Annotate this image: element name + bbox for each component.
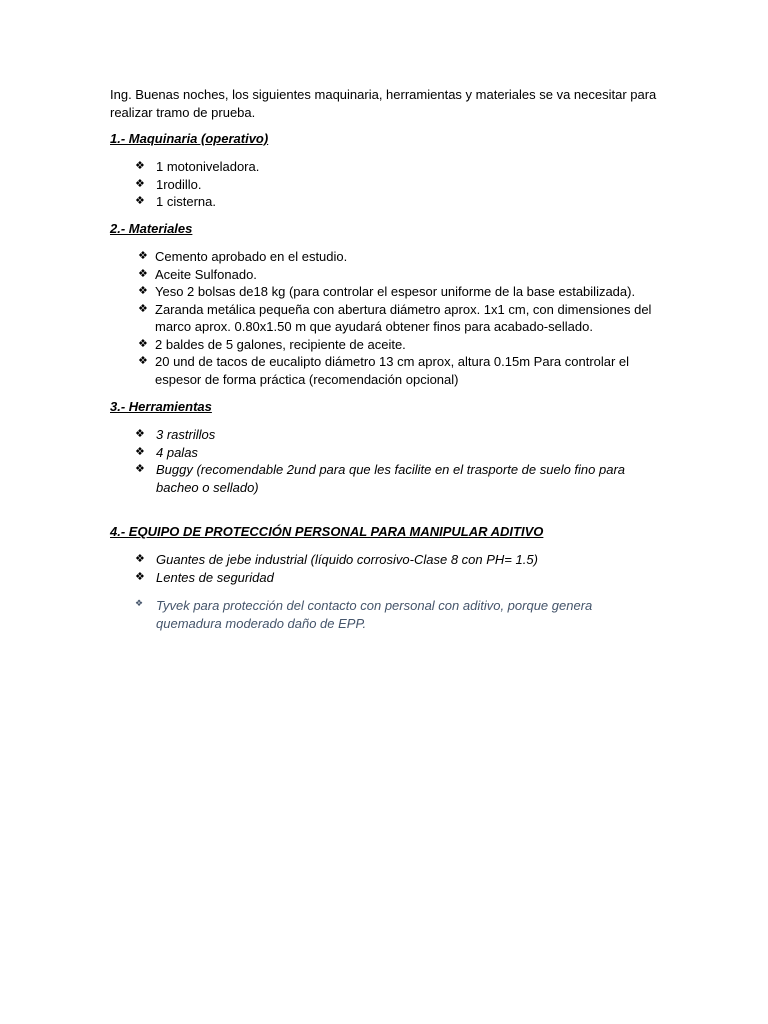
diamond-bullet-icon: ❖ — [138, 337, 148, 350]
epp-list — [135, 551, 655, 586]
list-item: ❖ Lentes de seguridad — [135, 569, 274, 585]
list-item: ❖ 1 motoniveladora. — [135, 159, 260, 174]
list-item: ❖ Cemento aprobado en el estudio. — [138, 249, 348, 264]
epp-note-list — [135, 597, 655, 632]
diamond-bullet-icon: ❖ — [135, 445, 145, 458]
diamond-bullet-icon: ❖ — [135, 570, 145, 583]
herramientas-list — [135, 426, 635, 496]
diamond-bullet-icon: ❖ — [135, 553, 145, 565]
list-item: ❖ 2 baldes de 5 galones, recipiente de aceite. — [138, 336, 406, 352]
list-item: ❖ Aceite Sulfonado. — [138, 266, 257, 282]
intro-paragraph: Ing. Buenas noches, los siguientes maquinaria, herramientas y materiales se va necesitar para realizar tramo de prueba. — [110, 87, 657, 120]
list-item: ❖ 4 palas — [135, 444, 198, 460]
list-item: ❖ 1 cisterna. — [135, 194, 216, 209]
list-item: ❖ Guantes de jebe industrial (líquido corrosivo-Clase 8 con PH= 1.5) — [135, 552, 538, 567]
list-item: ❖ Tyvek para protección del contacto con personal con aditivo, porque genera quemadura moderado daño de EPP. — [135, 598, 593, 631]
list-item: ❖ 3 rastrillos — [135, 427, 216, 442]
list-item: ❖ 1rodillo. — [135, 176, 202, 192]
diamond-bullet-icon: ❖ — [135, 177, 145, 190]
diamond-bullet-icon: ❖ — [135, 598, 144, 608]
maquinaria-list — [135, 158, 655, 211]
section-heading-materiales: 2.- Materiales — [110, 221, 193, 236]
list-item: ❖ 20 und de tacos de eucalipto diámetro 13 cm aprox, altura 0.15m Para controlar el espesor de forma práctica (recomendación opcional) — [138, 354, 630, 387]
section-heading-epp: 4.- EQUIPO DE PROTECCIÓN PERSONAL PARA MANIPULAR ADITIVO — [110, 524, 544, 539]
list-item: ❖ Yeso 2 bolsas de18 kg (para controlar el espesor uniforme de la base estabilizada). — [138, 284, 636, 299]
diamond-bullet-icon: ❖ — [138, 355, 148, 367]
materiales-list — [138, 248, 658, 388]
diamond-bullet-icon: ❖ — [138, 285, 148, 297]
section-heading-maquinaria: 1.- Maquinaria (operativo) — [110, 131, 269, 146]
diamond-bullet-icon: ❖ — [138, 250, 148, 262]
diamond-bullet-icon: ❖ — [138, 267, 148, 280]
section-heading-herramientas: 3.- Herramientas — [110, 399, 212, 414]
diamond-bullet-icon: ❖ — [135, 160, 145, 172]
diamond-bullet-icon: ❖ — [138, 302, 148, 315]
diamond-bullet-icon: ❖ — [135, 195, 145, 207]
diamond-bullet-icon: ❖ — [135, 463, 145, 475]
list-item: ❖ Buggy (recomendable 2und para que les facilite en el trasporte de suelo fino para bacheo o sellado) — [135, 462, 626, 495]
list-item: ❖ Zaranda metálica pequeña con abertura diámetro aprox. 1x1 cm, con dimensiones del marco aprox. 0.80x1.50 m que ayudará obtener finos para acabado-sellado. — [138, 301, 652, 334]
diamond-bullet-icon: ❖ — [135, 428, 145, 440]
